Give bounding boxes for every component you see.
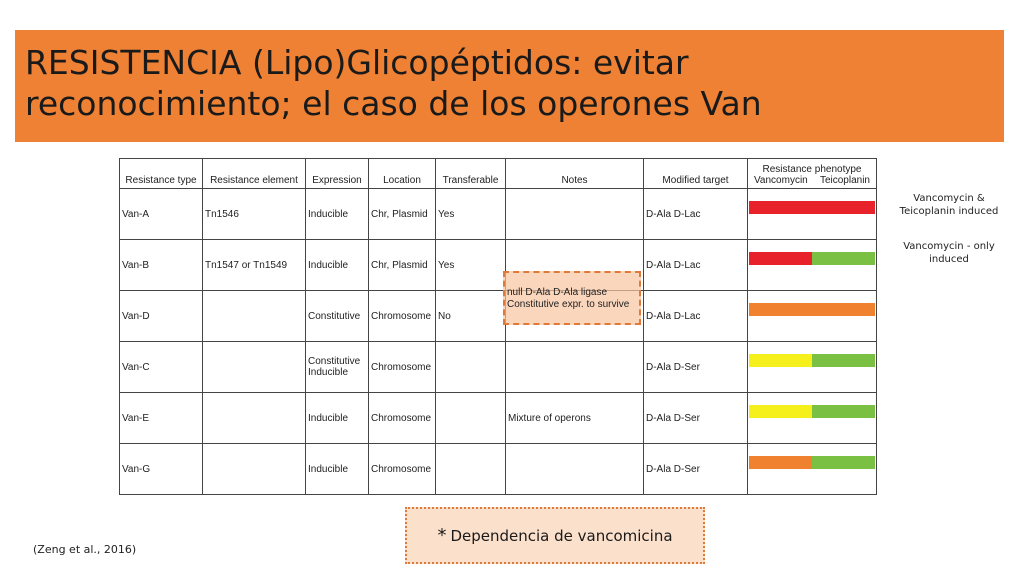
header-modified-target: Modified target — [644, 159, 748, 189]
cell-notes — [506, 444, 644, 495]
phenotype-bar — [749, 252, 875, 265]
table-row — [120, 342, 877, 393]
phenotype-bar — [749, 405, 875, 418]
highlighted-note-line-2: Constitutive expr. to survive — [507, 299, 630, 310]
table-header-row — [120, 159, 877, 189]
title-banner — [15, 30, 1004, 142]
vancomycin-segment — [749, 303, 812, 316]
table-row — [120, 291, 877, 342]
header-notes: Notes — [506, 159, 644, 189]
cell-phenotype-bar — [748, 189, 877, 240]
header-resistance-phenotype — [748, 159, 877, 189]
cell-transferable: Yes — [436, 189, 506, 240]
cell-resistance-element — [203, 342, 306, 393]
table-row — [120, 393, 877, 444]
cell-resistance-element — [203, 291, 306, 342]
cell-phenotype-bar — [748, 342, 877, 393]
cell-phenotype-bar — [748, 444, 877, 495]
teicoplanin-segment — [812, 303, 875, 316]
vancomycin-segment — [749, 354, 812, 367]
cell-expression: Constitutive — [306, 291, 369, 342]
phenotype-vancomycin: Vancomycin — [754, 175, 808, 186]
side-note-vanco-teico: Vancomycin & Teicoplanin induced — [899, 193, 999, 217]
cell-transferable — [436, 393, 506, 444]
cell-modified-target: D-Ala D-Lac — [644, 291, 748, 342]
cell-expression: Inducible — [306, 393, 369, 444]
header-resistance-element: Resistance element — [203, 159, 306, 189]
cell-transferable — [436, 444, 506, 495]
cell-modified-target: D-Ala D-Ser — [644, 444, 748, 495]
cell-location: Chromosome — [369, 342, 436, 393]
title-line-1: RESISTENCIA (Lipo)Glicopéptidos: evitar — [25, 43, 689, 82]
teicoplanin-segment — [812, 354, 875, 367]
cell-resistance-type: Van-G — [120, 444, 203, 495]
cell-expression: Constitutive Inducible — [306, 342, 369, 393]
cell-notes: Mixture of operons — [506, 393, 644, 444]
cell-location: Chr, Plasmid — [369, 240, 436, 291]
teicoplanin-segment — [812, 456, 875, 469]
table-row — [120, 240, 877, 291]
teicoplanin-segment — [812, 405, 875, 418]
phenotype-title: Resistance phenotype — [762, 164, 862, 175]
cell-transferable: Yes — [436, 240, 506, 291]
cell-modified-target: D-Ala D-Lac — [644, 189, 748, 240]
cell-resistance-type: Van-A — [120, 189, 203, 240]
table-row — [120, 189, 877, 240]
phenotype-bar — [749, 456, 875, 469]
dependency-box — [405, 507, 705, 564]
title-line-2: reconocimiento; el caso de los operones Van — [25, 84, 762, 123]
phenotype-bar — [749, 354, 875, 367]
side-note-vanco-only: Vancomycin - only induced — [903, 241, 995, 265]
cell-modified-target: D-Ala D-Ser — [644, 393, 748, 444]
cell-resistance-element: Tn1547 or Tn1549 — [203, 240, 306, 291]
phenotype-bar — [749, 201, 875, 214]
cell-notes — [506, 189, 644, 240]
cell-resistance-type: Van-C — [120, 342, 203, 393]
asterisk: * — [437, 525, 447, 546]
cell-resistance-type: Van-E — [120, 393, 203, 444]
cell-location: Chromosome — [369, 291, 436, 342]
cell-resistance-type: Van-B — [120, 240, 203, 291]
cell-expression: Inducible — [306, 189, 369, 240]
header-expression: Expression — [306, 159, 369, 189]
cell-modified-target: D-Ala D-Lac — [644, 240, 748, 291]
cell-location: Chr, Plasmid — [369, 189, 436, 240]
citation: (Zeng et al., 2016) — [33, 543, 137, 556]
vancomycin-segment — [749, 456, 812, 469]
header-transferable: Transferable — [436, 159, 506, 189]
cell-transferable: No — [436, 291, 506, 342]
vancomycin-segment — [749, 252, 812, 265]
vancomycin-segment — [749, 405, 812, 418]
phenotype-teicoplanin: Teicoplanin — [819, 175, 870, 186]
cell-location: Chromosome — [369, 393, 436, 444]
cell-phenotype-bar — [748, 240, 877, 291]
teicoplanin-segment — [812, 201, 875, 214]
header-location: Location — [369, 159, 436, 189]
header-resistance-type: Resistance type — [120, 159, 203, 189]
cell-transferable — [436, 342, 506, 393]
cell-phenotype-bar — [748, 393, 877, 444]
cell-notes — [506, 342, 644, 393]
cell-resistance-type: Van-D — [120, 291, 203, 342]
table-row — [120, 444, 877, 495]
cell-phenotype-bar — [748, 291, 877, 342]
cell-location: Chromosome — [369, 444, 436, 495]
cell-resistance-element — [203, 444, 306, 495]
highlighted-note-line-1: null D-Ala D-Ala ligase — [507, 287, 608, 298]
phenotype-bar — [749, 303, 875, 316]
cell-resistance-element: Tn1546 — [203, 189, 306, 240]
highlighted-note-box — [503, 271, 641, 325]
van-operons-table — [119, 158, 877, 495]
table-body — [120, 189, 877, 495]
cell-expression: Inducible — [306, 444, 369, 495]
teicoplanin-segment — [812, 252, 875, 265]
dependency-text: Dependencia de vancomicina — [450, 526, 673, 545]
vancomycin-segment — [749, 201, 812, 214]
cell-resistance-element — [203, 393, 306, 444]
cell-expression: Inducible — [306, 240, 369, 291]
cell-modified-target: D-Ala D-Ser — [644, 342, 748, 393]
